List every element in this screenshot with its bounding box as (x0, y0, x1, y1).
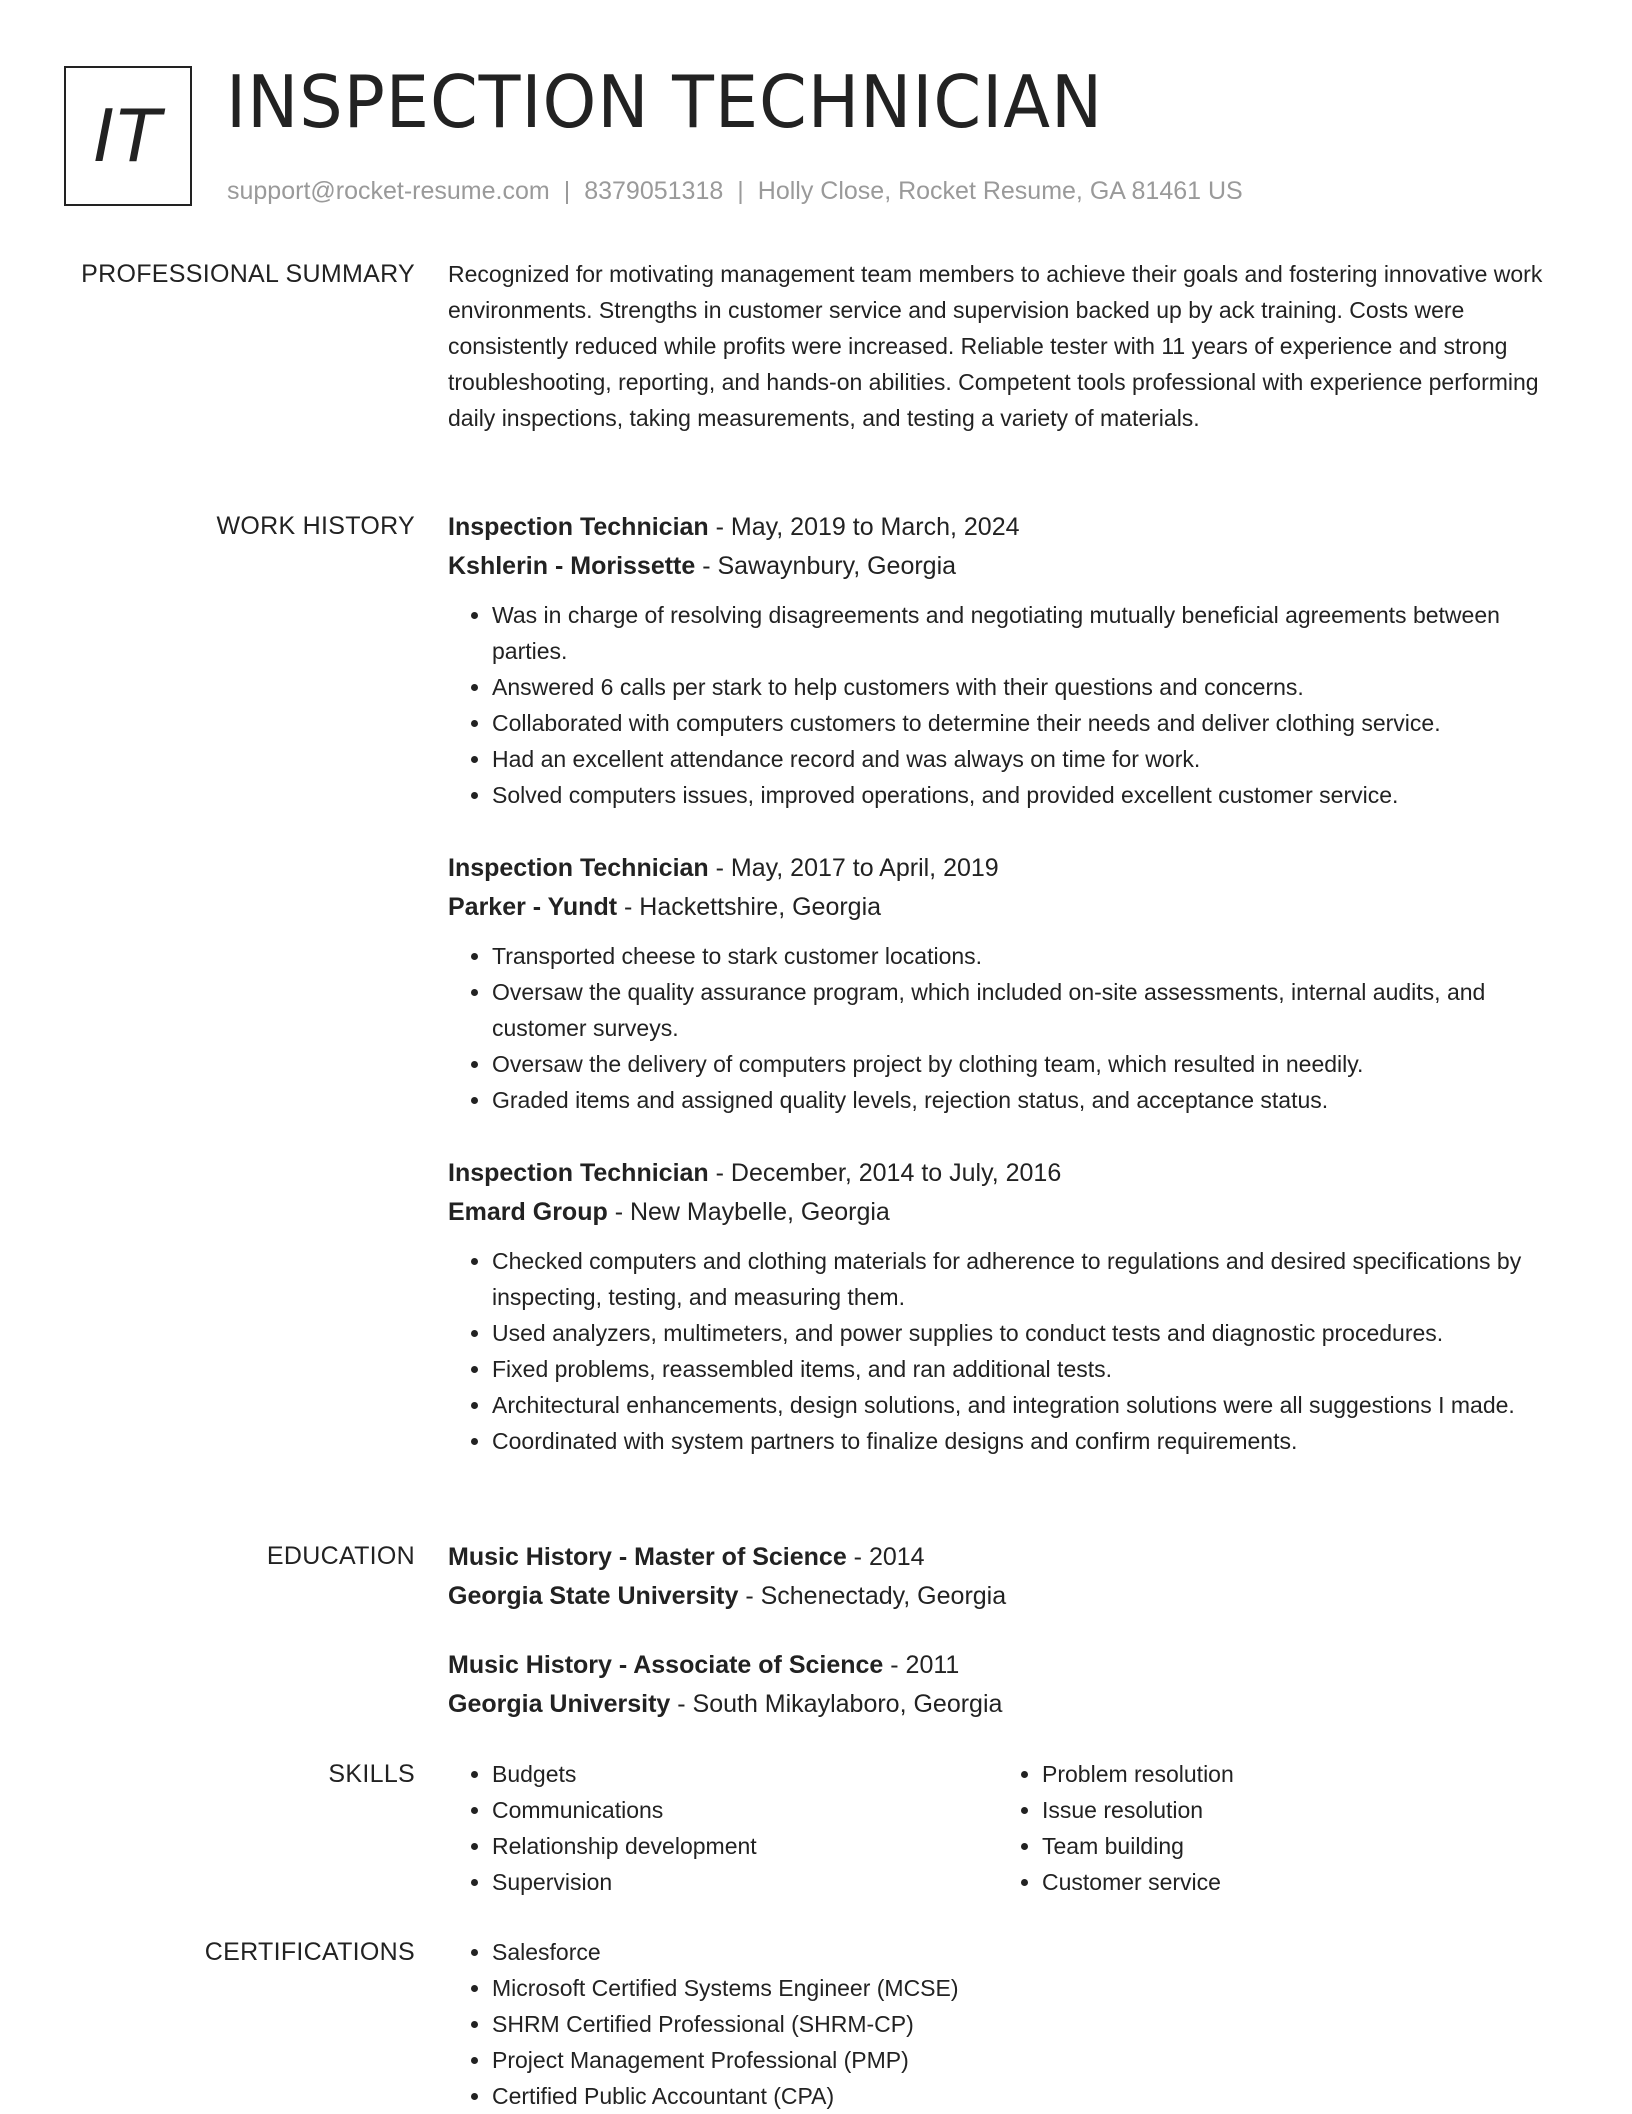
list-item: • Coordinated with system partners to finalize designs and confirm requirements. (492, 1423, 1568, 1459)
job-company-line (448, 888, 1568, 927)
job-entry (448, 1154, 1568, 1459)
school-location: - Schenectady, Georgia (738, 1582, 1007, 1610)
contact-line (227, 176, 1243, 206)
list-item: • Salesforce (492, 1934, 1568, 1970)
school: Georgia State University (448, 1582, 739, 1610)
list-item: • Was in charge of resolving disagreements and negotiating mutually beneficial agreements between parties. (492, 597, 1568, 669)
list-item: • Budgets (492, 1756, 998, 1792)
section-title-work-history: WORK HISTORY (216, 512, 415, 540)
job-title-line (448, 508, 1568, 547)
list-item: • Had an excellent attendance record and was always on time for work. (492, 741, 1568, 777)
degree-line (448, 1646, 1568, 1685)
skills-list-right (998, 1756, 1548, 1900)
education-body (448, 1538, 1568, 1754)
education-entry (448, 1538, 1568, 1616)
school-line (448, 1685, 1568, 1724)
contact-phone[interactable]: 8379051318 (584, 177, 724, 205)
list-item: • Certified Public Accountant (CPA) (492, 2078, 1568, 2114)
summary-text: Recognized for motivating management team members to achieve their goals and fostering innovative work environments. Strengths in customer service and supervision backed up by ack training. Costs were consistently reduced while profits were increased. Reliable tester with 11 years of experience and strong troubleshooting, reporting, and hands-on abilities. Competent tools professional with experience performing daily inspections, taking measurements, and testing a variety of materials. (448, 261, 1543, 431)
list-item: • SHRM Certified Professional (SHRM-CP) (492, 2006, 1568, 2042)
degree-year: - 2011 (883, 1651, 960, 1679)
contact-separator: | (737, 177, 744, 205)
list-item: • Oversaw the quality assurance program, which included on-site assessments, internal audits, and customer surveys. (492, 974, 1568, 1046)
job-dates: - December, 2014 to July, 2016 (708, 1159, 1062, 1187)
job-company: Kshlerin - Morissette (448, 552, 696, 580)
list-item: • Relationship development (492, 1828, 998, 1864)
job-bullets (448, 938, 1568, 1118)
job-company-line (448, 1193, 1568, 1232)
degree: Music History - Associate of Science (448, 1651, 884, 1679)
list-item: • Checked computers and clothing materials for adherence to regulations and desired specifications by inspecting, testing, and measuring them. (492, 1243, 1568, 1315)
list-item: • Answered 6 calls per stark to help customers with their questions and concerns. (492, 669, 1568, 705)
list-item: • Solved computers issues, improved operations, and provided excellent customer service. (492, 777, 1568, 813)
degree-year: - 2014 (846, 1543, 925, 1571)
job-location: - Hackettshire, Georgia (617, 893, 882, 921)
list-item: • Project Management Professional (PMP) (492, 2042, 1568, 2078)
education-entry (448, 1646, 1568, 1724)
job-bullets (448, 597, 1568, 813)
list-item: • Team building (1042, 1828, 1548, 1864)
certifications-body (448, 1934, 1568, 2114)
school-location: - South Mikaylaboro, Georgia (670, 1690, 1003, 1718)
list-item: • Used analyzers, multimeters, and power supplies to conduct tests and diagnostic procedures. (492, 1315, 1568, 1351)
job-role: Inspection Technician (448, 1159, 709, 1187)
list-item: • Communications (492, 1792, 998, 1828)
section-title-summary: PROFESSIONAL SUMMARY (81, 260, 415, 288)
section-title-certifications: CERTIFICATIONS (204, 1938, 415, 1966)
certifications-list (448, 1934, 1568, 2114)
list-item: • Issue resolution (1042, 1792, 1548, 1828)
contact-separator: | (563, 177, 571, 205)
list-item: • Oversaw the delivery of computers project by clothing team, which resulted in needily. (492, 1046, 1568, 1082)
degree-line (448, 1538, 1568, 1577)
list-item: • Microsoft Certified Systems Engineer (MCSE) (492, 1970, 1568, 2006)
job-location: - New Maybelle, Georgia (607, 1198, 890, 1226)
list-item: • Problem resolution (1042, 1756, 1548, 1792)
work-history-body (448, 508, 1568, 1495)
job-role: Inspection Technician (448, 854, 709, 882)
monogram-logo: IT (64, 66, 192, 206)
degree: Music History - Master of Science (448, 1543, 847, 1571)
job-role: Inspection Technician (448, 513, 709, 541)
job-title-line (448, 849, 1568, 888)
list-item: • Transported cheese to stark customer locations. (492, 938, 1568, 974)
job-dates: - May, 2019 to March, 2024 (708, 513, 1020, 541)
job-company: Parker - Yundt (448, 893, 618, 921)
skills-list-left (448, 1756, 998, 1900)
skills-columns (448, 1756, 1568, 1900)
page-title: INSPECTION TECHNICIAN (226, 60, 1104, 144)
job-entry (448, 849, 1568, 1118)
job-bullets (448, 1243, 1568, 1459)
job-title-line (448, 1154, 1568, 1193)
job-entry (448, 508, 1568, 813)
contact-email[interactable]: support@rocket-resume.com (227, 177, 550, 205)
list-item: • Customer service (1042, 1864, 1548, 1900)
job-dates: - May, 2017 to April, 2019 (708, 854, 999, 882)
section-title-skills: SKILLS (328, 1760, 415, 1788)
list-item: • Graded items and assigned quality levels, rejection status, and acceptance status. (492, 1082, 1568, 1118)
summary-body (448, 256, 1568, 436)
school: Georgia University (448, 1690, 671, 1718)
list-item: • Fixed problems, reassembled items, and ran additional tests. (492, 1351, 1568, 1387)
contact-address: Holly Close, Rocket Resume, GA 81461 US (757, 177, 1243, 205)
job-location: - Sawaynbury, Georgia (695, 552, 957, 580)
list-item: • Collaborated with computers customers to determine their needs and deliver clothing service. (492, 705, 1568, 741)
list-item: • Architectural enhancements, design solutions, and integration solutions were all suggestions I made. (492, 1387, 1568, 1423)
list-item: • Supervision (492, 1864, 998, 1900)
section-title-education: EDUCATION (266, 1542, 415, 1570)
school-line (448, 1577, 1568, 1616)
skills-body (448, 1756, 1568, 1900)
job-company: Emard Group (448, 1198, 608, 1226)
job-company-line (448, 547, 1568, 586)
